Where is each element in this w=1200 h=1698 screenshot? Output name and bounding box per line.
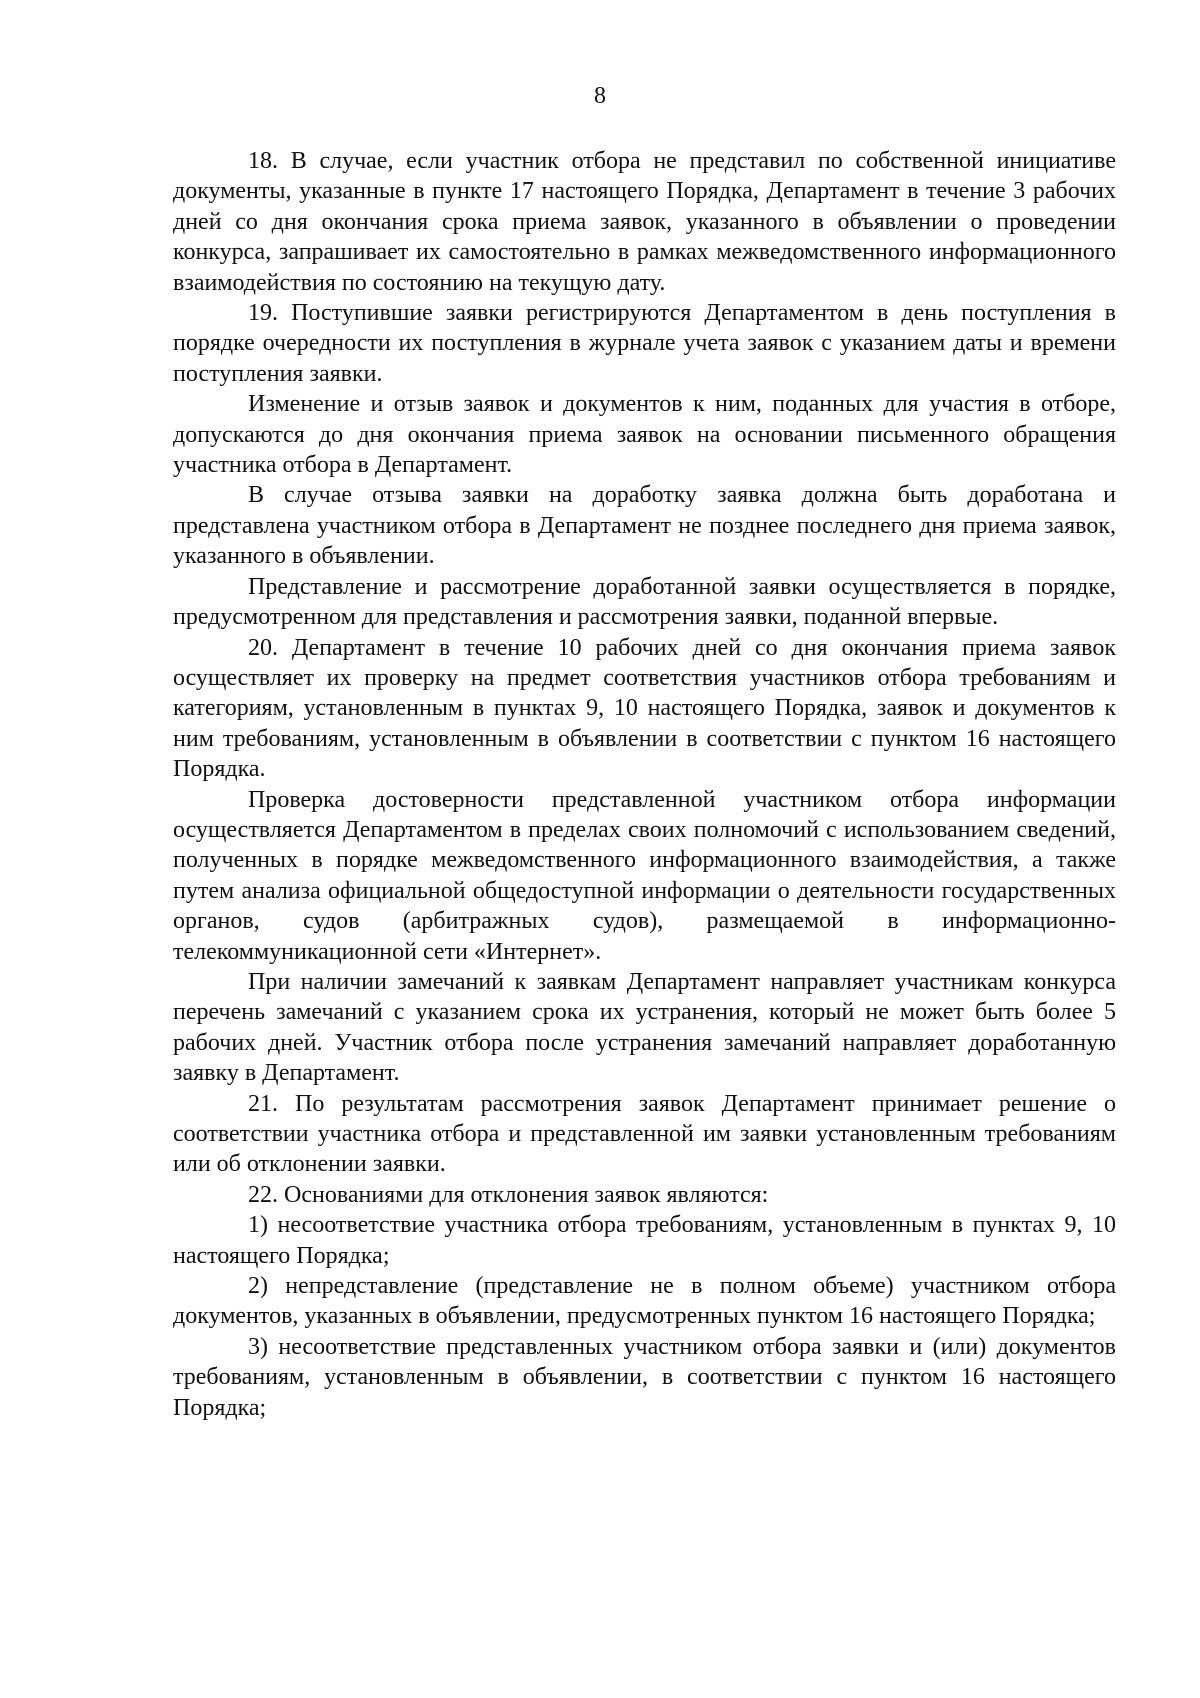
paragraph-18: 18. В случае, если участник отбора не представил по собственной инициативе документы, указанные в пункте 17 настоящего Порядка, Департамент в течение 3 рабочих дней со дня окончания срока приема заявок, указанного в объявлении о проведении конкурса, запрашивает их самостоятельно в рамках межведомственного информационного взаимодействия по состоянию на текущую дату.: [173, 148, 1116, 296]
paragraph-22-item-2: 2) непредставление (представление не в полном объеме) участником отбора документов, указанных в объявлении, предусмотренных пунктом 16 настоящего Порядка;: [173, 1273, 1116, 1330]
paragraph-19-change-withdrawal: Изменение и отзыв заявок и документов к ним, поданных для участия в отборе, допускаются до дня окончания приема заявок на основании письменного обращения участника отбора в Департамент.: [173, 391, 1116, 479]
page-number: 8: [594, 83, 606, 109]
paragraph-19: 19. Поступившие заявки регистрируются Департаментом в день поступления в порядке очередности их поступления в журнале учета заявок с указанием даты и времени поступления заявки.: [173, 300, 1116, 387]
paragraph-22: 22. Основаниями для отклонения заявок являются:: [248, 1181, 769, 1208]
paragraph-19-resubmission: Представление и рассмотрение доработанной заявки осуществляется в порядке, предусмотренном для представления и рассмотрения заявки, поданной впервые.: [173, 573, 1116, 631]
document-body: [173, 146, 1116, 1423]
paragraph-20-remarks: При наличии замечаний к заявкам Департамент направляет участникам конкурса перечень замечаний с указанием срока их устранения, который не может быть более 5 рабочих дней. Участник отбора после устранения замечаний направляет доработанную заявку в Департамент.: [173, 968, 1116, 1087]
paragraph-22-item-1: 1) несоответствие участника отбора требованиям, установленным в пунктах 9, 10 настоящего Порядка;: [173, 1212, 1116, 1269]
paragraph-19-rework: В случае отзыва заявки на доработку заявка должна быть доработана и представлена участником отбора в Департамент не позднее последнего дня приема заявок, указанного в объявлении.: [173, 482, 1116, 570]
paragraph-21: 21. По результатам рассмотрения заявок Департамент принимает решение о соответствии участника отбора и представленной им заявки установленным требованиям или об отклонении заявки.: [173, 1090, 1116, 1178]
paragraph-20-verification: Проверка достоверности представленной участником отбора информации осуществляется Департаментом в пределах своих полномочий с использованием сведений, полученных в порядке межведомственного информационного взаимодействия, а также путем анализа официальной общедоступной информации о деятельности государственных органов, судов (арбитражных судов), размещаемой в информационно-телекоммуникационной сети «Интернет».: [173, 786, 1116, 965]
paragraph-20: 20. Департамент в течение 10 рабочих дней со дня окончания приема заявок осуществляет их проверку на предмет соответствия участников отбора требованиям и категориям, установленным в пунктах 9, 10 настоящего Порядка, заявок и документов к ним требованиям, установленным в объявлении в соответствии с пунктом 16 настоящего Порядка.: [173, 634, 1116, 783]
paragraph-22-item-3: 3) несоответствие представленных участником отбора заявки и (или) документов требованиям, установленным в объявлении, в соответствии с пунктом 16 настоящего Порядка;: [173, 1333, 1116, 1421]
